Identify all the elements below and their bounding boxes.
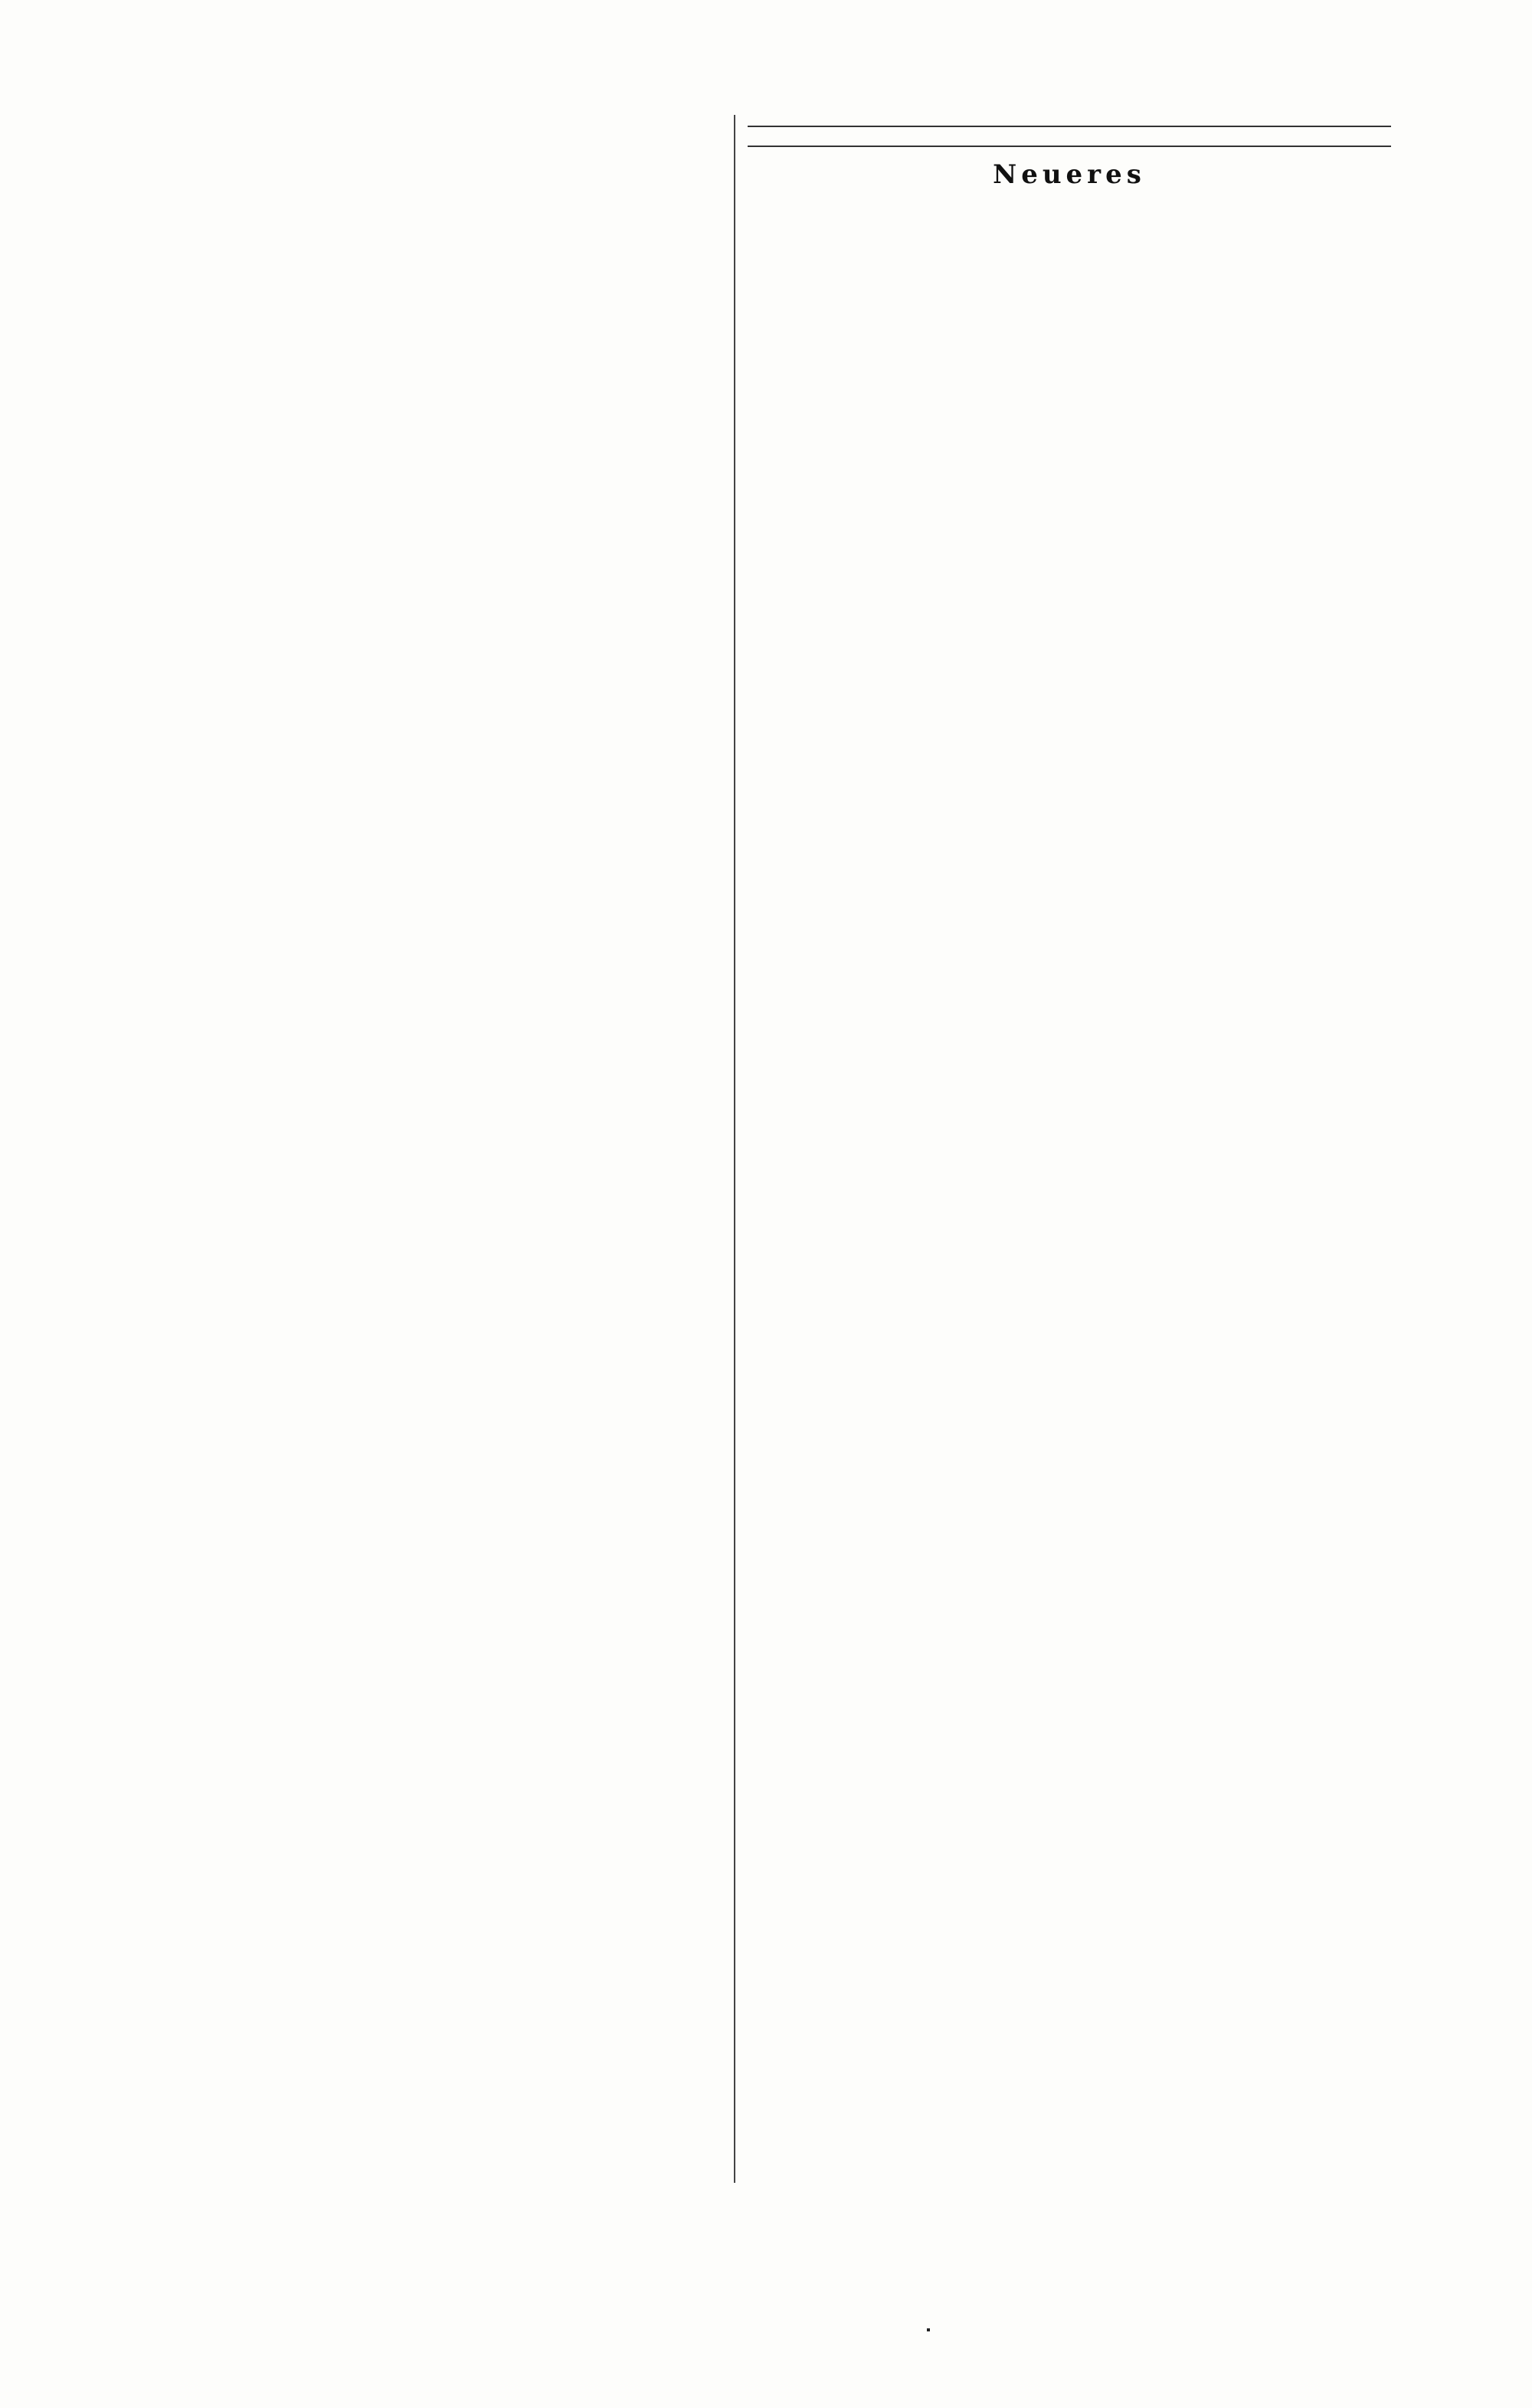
advertisement-box bbox=[748, 126, 1391, 147]
ink-dot bbox=[927, 2328, 930, 2331]
right-column bbox=[748, 115, 1391, 2183]
left-column bbox=[83, 115, 726, 2183]
section-heading: Neueres bbox=[993, 159, 1146, 190]
column-divider bbox=[734, 115, 735, 2183]
